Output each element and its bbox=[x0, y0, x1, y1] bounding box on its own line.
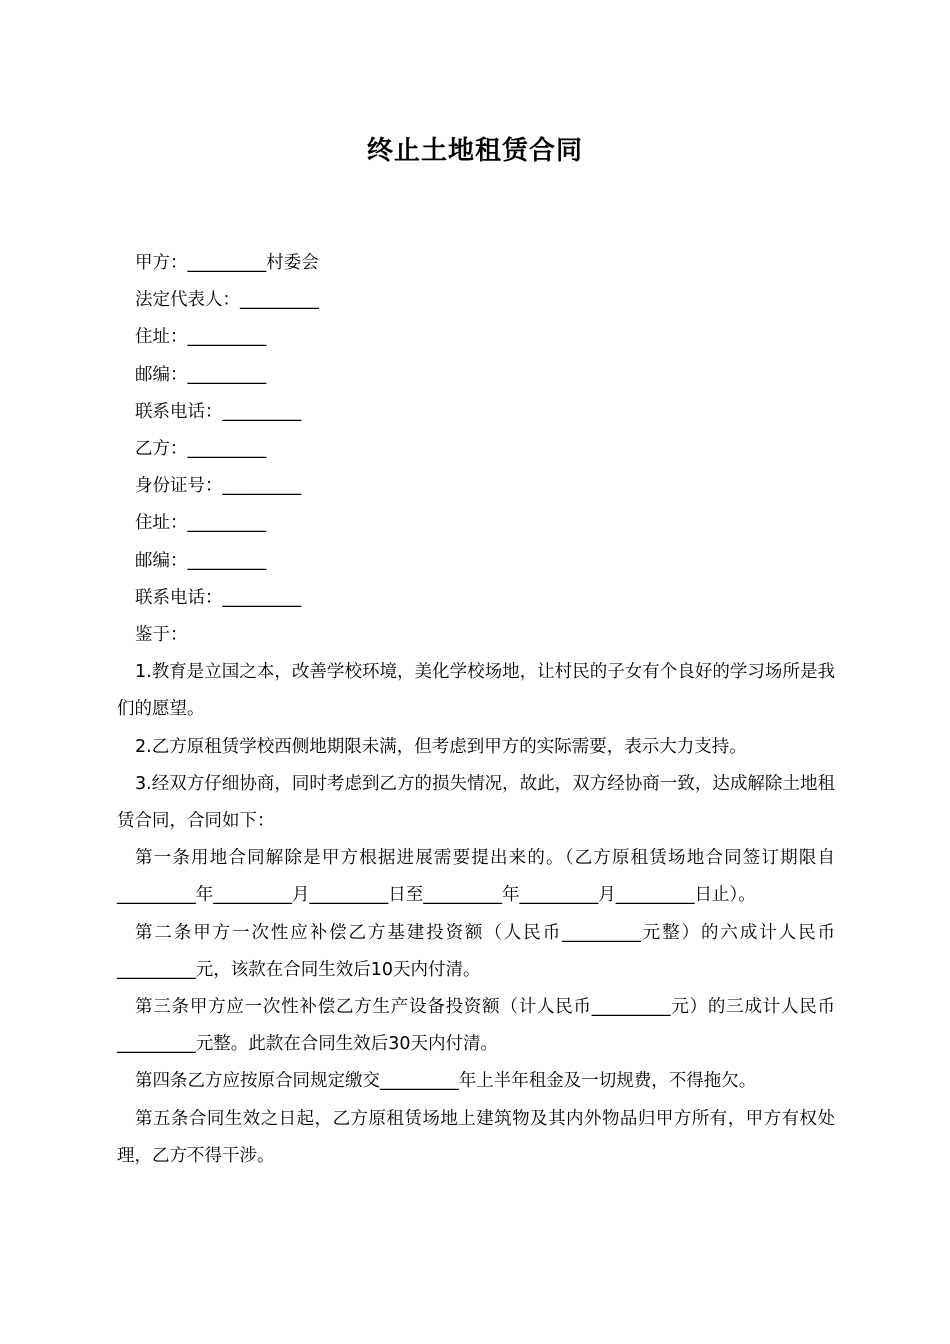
party-a-address: 住址：_________ bbox=[135, 327, 267, 348]
whereas-item-1: 1.教育是立国之本，改善学校环境，美化学校场地，让村民的子女有个良好的学习场所是我们的愿望。 bbox=[117, 662, 835, 720]
whereas-item-3: 3.经双方仔细协商，同时考虑到乙方的损失情况，故此，双方经协商一致，达成解除土地租赁合同，合同如下： bbox=[117, 773, 835, 832]
document-body bbox=[117, 245, 835, 1175]
whereas-item-2: 2.乙方原租赁学校西侧地期限未满，但考虑到甲方的实际需要，表示大力支持。 bbox=[135, 736, 747, 757]
document-title: 终止土地租赁合同 bbox=[366, 136, 583, 166]
article-3: 第三条甲方应一次性补偿乙方生产设备投资额（计人民币_________元）的三成计人民币_________元整。此款在合同生效后30天内付清。 bbox=[117, 997, 835, 1055]
party-a-line: 甲方：_________村委会 bbox=[135, 253, 319, 273]
party-b-postcode: 邮编：_________ bbox=[135, 550, 267, 571]
party-a-postcode: 邮编：_________ bbox=[135, 364, 267, 385]
article-5: 第五条合同生效之日起，乙方原租赁场地上建筑物及其内外物品归甲方所有，甲方有权处理，乙方不得干涉。 bbox=[117, 1108, 835, 1166]
party-b-line: 乙方：_________ bbox=[135, 439, 267, 460]
article-4: 第四条乙方应按原合同规定缴交_________年上半年租金及一切规费，不得拖欠。 bbox=[135, 1071, 757, 1092]
party-a-phone: 联系电话：_________ bbox=[135, 401, 302, 422]
whereas-label: 鉴于： bbox=[135, 625, 188, 646]
party-b-id-number: 身份证号：_________ bbox=[135, 476, 302, 497]
party-b-address: 住址：_________ bbox=[135, 513, 267, 534]
party-b-phone: 联系电话：_________ bbox=[135, 587, 302, 608]
party-a-representative: 法定代表人：_________ bbox=[135, 290, 319, 311]
article-2: 第二条甲方一次性应补偿乙方基建投资额（人民币_________元整）的六成计人民币_________元，该款在合同生效后10天内付清。 bbox=[117, 922, 835, 980]
article-1: 第一条用地合同解除是甲方根据进展需要提出来的。（乙方原租赁场地合同签订期限自_________年_________月_________日至_________年_________月_________日止）。 bbox=[117, 848, 835, 906]
